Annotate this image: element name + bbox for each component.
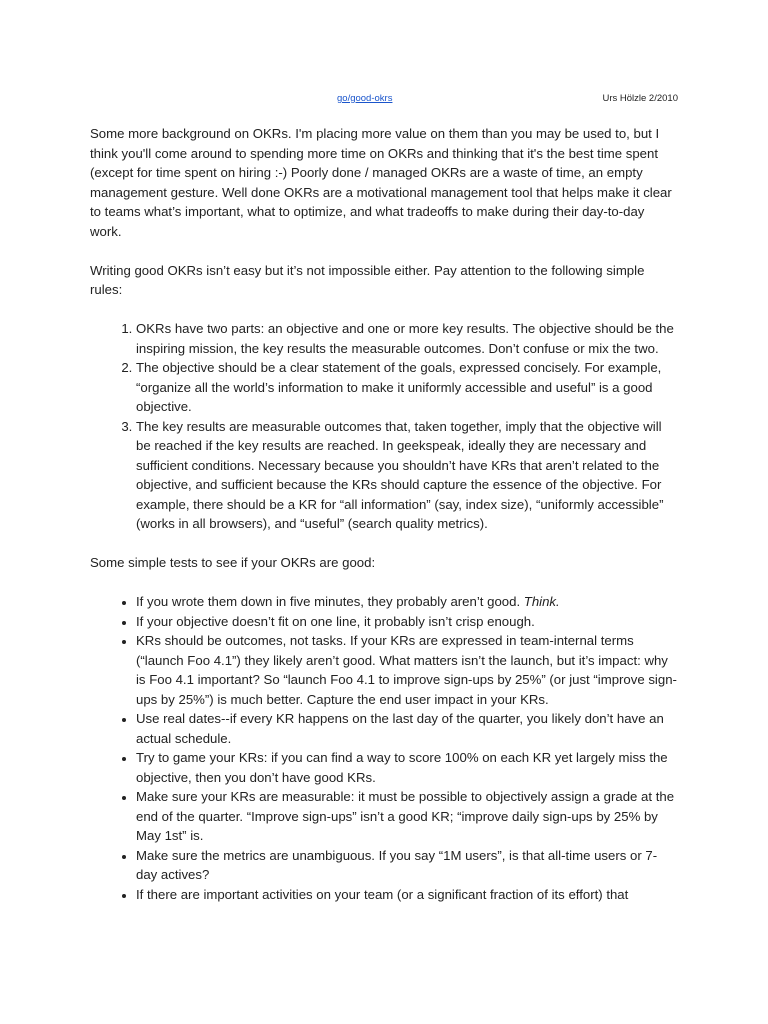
rules-list (90, 319, 678, 534)
rule-item-1: 1. OKRs have two parts: an objective and one or more key results. The objective should be the inspiring mission, the key results the measurable outcomes. Don’t confuse or mix the two. (136, 319, 678, 358)
test-item-4: • Use real dates--if every KR happens on the last day of the quarter, you likely don’t have an actual schedule. (136, 709, 678, 748)
document-body (90, 124, 678, 924)
test-item-1-emphasis: Think. (523, 594, 560, 609)
test-item-8: • If there are important activities on your team (or a significant fraction of its effort) that (136, 885, 678, 905)
test-item-1 (136, 592, 678, 612)
rules-intro-paragraph: Writing good OKRs isn’t easy but it’s not impossible either. Pay attention to the following simple rules: (90, 262, 645, 297)
intro-paragraph: Some more background on OKRs. I'm placing more value on them than you may be used to, but I think you'll come around to spending more time on OKRs and thinking that it's the best time spent (except for time spent on hiring :-) Poorly done / managed OKRs are a waste of time, an empty management gesture. Well done OKRs are a motivational management tool that helps make it clear to teams what’s important, what to optimize, and what tradeoffs to make during their day-to-day work. (90, 126, 672, 239)
rule-item-3: 3. The key results are measurable outcomes that, taken together, imply that the objective will be reached if the key results are reached. In geekspeak, ideally they are necessary and sufficient conditions. Necessary because you shouldn’t have KRs that aren’t related to the objective, and sufficient because the KRs should capture the essence of the objective. For example, there should be a KR for “all information” (say, index size), “uniformly accessible” (works in all browsers), and “useful” (search quality metrics). (136, 417, 678, 534)
test-item-7: • Make sure the metrics are unambiguous. If you say “1M users”, is that all-time users or 7-day actives? (136, 846, 678, 885)
test-item-5: • Try to game your KRs: if you can find a way to score 100% on each KR yet largely miss the objective, then you don’t have good KRs. (136, 748, 678, 787)
tests-list (90, 592, 678, 904)
go-link[interactable]: go/good-okrs (337, 93, 393, 104)
test-item-3: • KRs should be outcomes, not tasks. If your KRs are expressed in team-internal terms (“launch Foo 4.1”) they likely aren’t good. What matters isn’t the launch, but it’s impact: why is Foo 4.1 important? So “launch Foo 4.1 to improve sign-ups by 25%” (or just “improve sign-ups by 25%”) is much better. Capture the end user impact in your KRs. (136, 631, 678, 709)
test-item-2: • If your objective doesn’t fit on one line, it probably isn’t crisp enough. (136, 612, 678, 632)
tests-intro-paragraph: Some simple tests to see if your OKRs are good: (90, 555, 376, 570)
test-item-6: • Make sure your KRs are measurable: it must be possible to objectively assign a grade at the end of the quarter. “Improve sign-ups” isn’t a good KR; “improve daily sign-ups by 25% by May 1st” is. (136, 787, 678, 846)
page-header (90, 93, 678, 107)
test-item-1-text: If you wrote them down in five minutes, they probably aren’t good. (136, 594, 524, 609)
rule-item-2: 2. The objective should be a clear statement of the goals, expressed concisely. For example, “organize all the world’s information to make it uniformly accessible and useful” is a good objective. (136, 358, 678, 417)
author-date: Urs Hölzle 2/2010 (602, 93, 678, 104)
